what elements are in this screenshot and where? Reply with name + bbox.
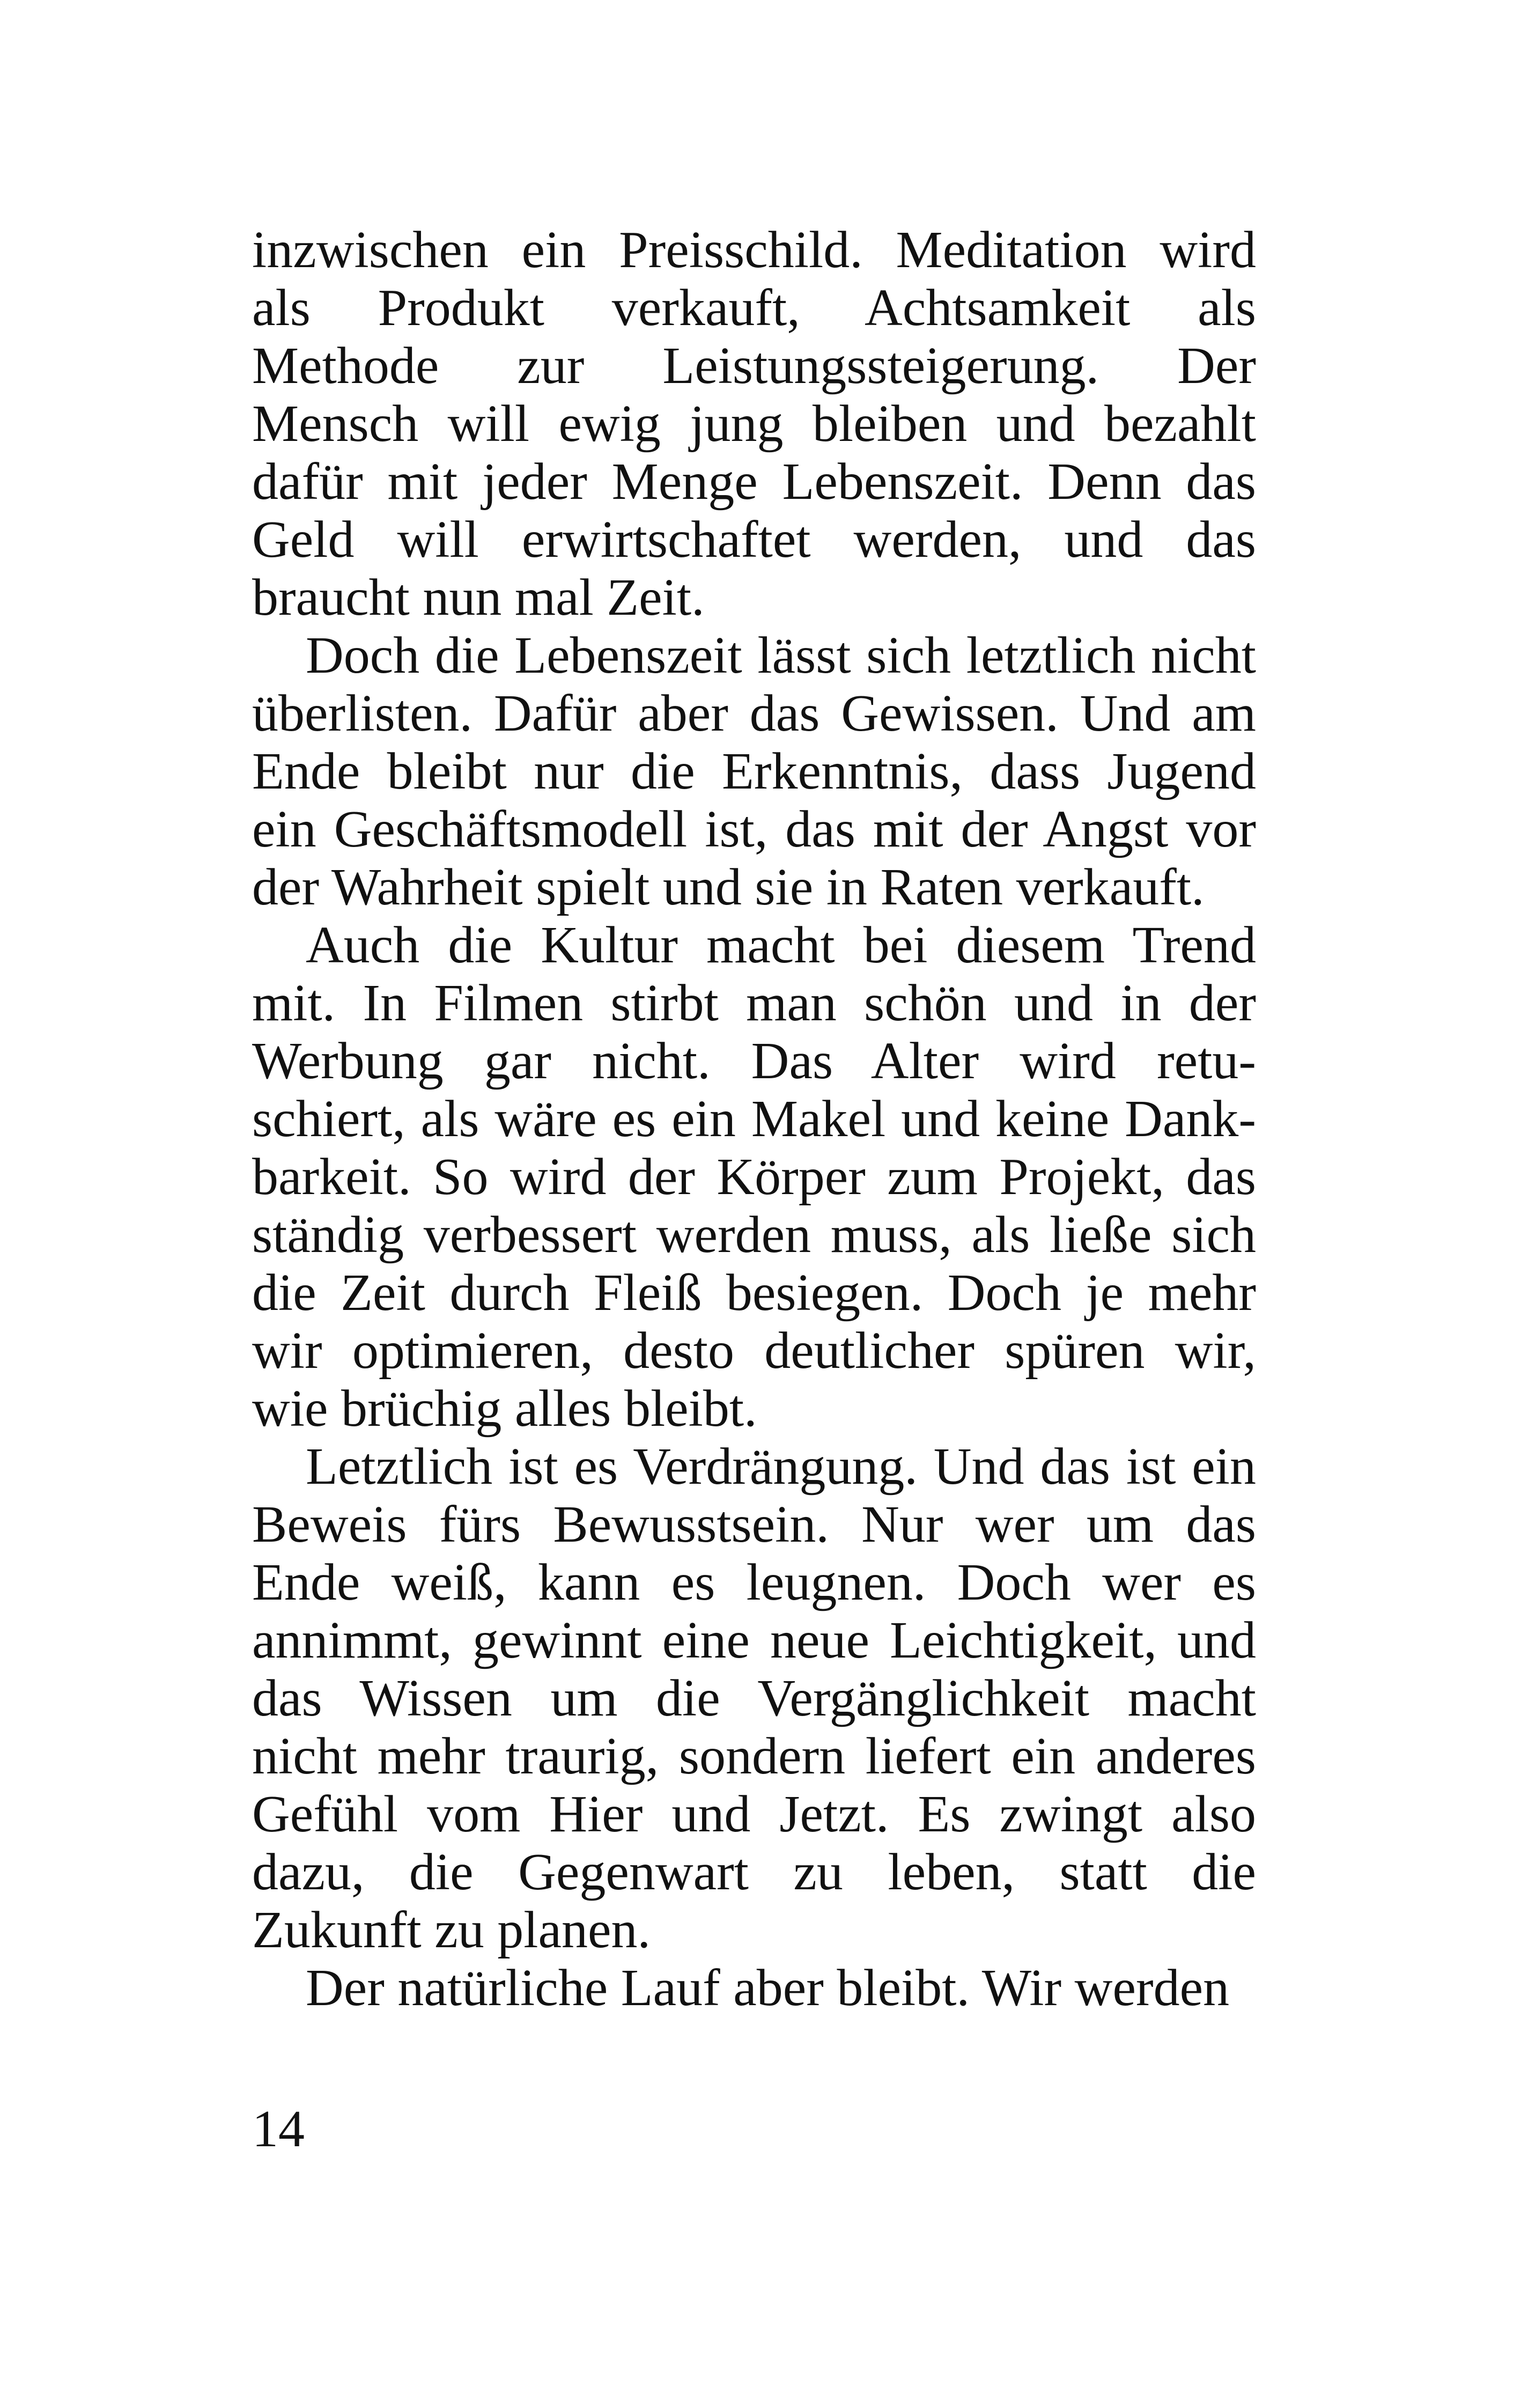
text-line: Werbung gar nicht. Das Alter wird retu- [252,1032,1256,1090]
text-line: Letztlich ist es Verdrängung. Und das ist ein [306,1438,1256,1496]
text-line: dafür mit jeder Menge Lebenszeit. Denn das [252,453,1256,511]
text-line: überlisten. Dafür aber das Gewissen. Und am [252,684,1256,742]
text-line: Geld will erwirtschaftet werden, und das [252,511,1256,569]
text-line: annimmt, gewinnt eine neue Leichtigkeit, und [252,1611,1256,1669]
text-line: nicht mehr traurig, sondern liefert ein anderes [252,1727,1256,1785]
text-line: wie brüchig alles bleibt. [252,1380,757,1438]
text-line: Der natürliche Lauf aber bleibt. Wir werden [306,1959,1230,2017]
text-line: die Zeit durch Fleiß besiegen. Doch je mehr [252,1264,1256,1322]
text-line: wir optimieren, desto deutlicher spüren wir, [252,1322,1256,1380]
text-block [252,0,1256,2017]
text-line: Zukunft zu planen. [252,1901,651,1959]
text-line: barkeit. So wird der Körper zum Projekt, das [252,1148,1256,1206]
text-line: ein Geschäftsmodell ist, das mit der Angst vor [252,800,1256,858]
text-line: inzwischen ein Preisschild. Meditation wird [252,221,1256,279]
text-line: braucht nun mal Zeit. [252,569,705,627]
text-line: der Wahrheit spielt und sie in Raten verkauft. [252,858,1205,916]
text-line: mit. In Filmen stirbt man schön und in der [252,974,1256,1032]
text-line: Doch die Lebenszeit lässt sich letztlich nicht [306,627,1256,684]
text-line: dazu, die Gegenwart zu leben, statt die [252,1843,1256,1901]
text-line: Auch die Kultur macht bei diesem Trend [306,916,1256,974]
text-line: Methode zur Leistungssteigerung. Der [252,337,1256,395]
text-line: schiert, als wäre es ein Makel und keine Dank- [252,1090,1256,1148]
text-line: als Produkt verkauft, Achtsamkeit als [252,279,1256,337]
text-line: Mensch will ewig jung bleiben und bezahlt [252,395,1256,453]
text-line: Beweis fürs Bewusstsein. Nur wer um das [252,1496,1256,1553]
page-number: 14 [252,2100,305,2158]
text-line: Gefühl vom Hier und Jetzt. Es zwingt also [252,1785,1256,1843]
text-line: das Wissen um die Vergänglichkeit macht [252,1669,1256,1727]
text-line: ständig verbessert werden muss, als ließe sich [252,1206,1256,1264]
text-line: Ende bleibt nur die Erkenntnis, dass Jugend [252,742,1256,800]
text-line: Ende weiß, kann es leugnen. Doch wer es [252,1553,1256,1611]
